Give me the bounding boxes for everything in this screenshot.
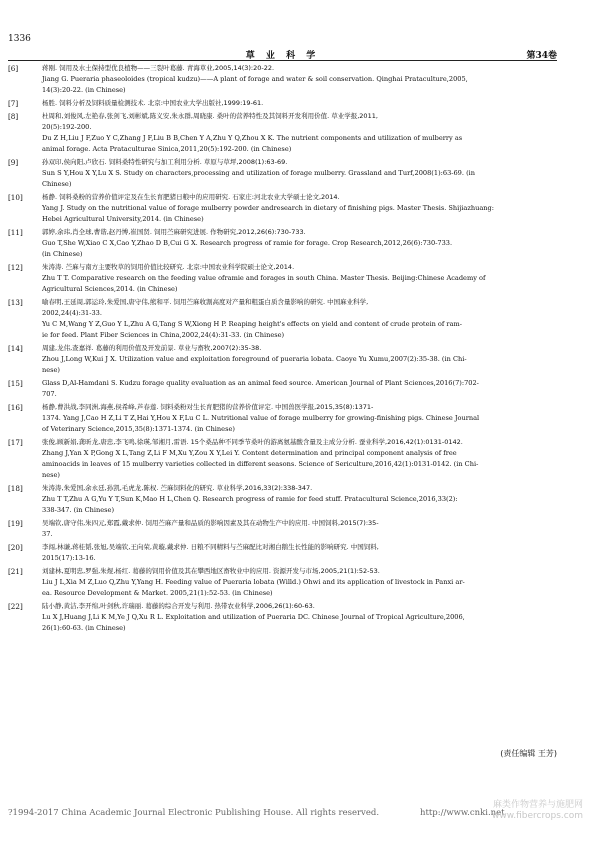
reference-line: Chinese) <box>42 180 72 188</box>
reference-item <box>8 98 558 109</box>
reference-line: Guo T,She W,Xiao C X,Cao Y,Zhao D B,Cui G X. Research progress of ramie for forage. Crop Research,2012,26(6):730-733. <box>42 239 453 247</box>
reference-item <box>8 402 558 435</box>
reference-line: 1374. Yang J,Cao H Z,Li T Z,Hai Y,Hou X F,Lu C L. Nutritional value of forage mulberry for growing-finishing pigs. Chinese Journal <box>42 414 480 422</box>
reference-number: [15] <box>8 379 23 388</box>
footer-site: http://www.cnki.net <box>420 808 505 818</box>
reference-number: [14] <box>8 344 23 353</box>
reference-line: 李闯,林谦,蒋桂韬,张旭,吴端钦,王向荣,黄璇,戴求仲. 日粮不同精料与苎麻配比对湘白鹅生长性能的影响研究. 中国饲料, <box>42 543 379 551</box>
reference-number: [12] <box>8 263 23 272</box>
reference-line: 吴端钦,唐守伟,朱四元,郑霞,戴求仲. 饲用苎麻产量和品质的影响因素及其在动物生产中的应用. 中国饲料,2015(7):35- <box>42 519 379 527</box>
reference-line: aminoacids in leaves of 15 mulberry varieties collected in different seasons. Science of Sericulture,2016,42(1):0131-0142. (in Chi- <box>42 460 479 468</box>
reference-item <box>8 518 558 540</box>
reference-line: 张俊,顾新娟,龚昕龙,唐忠,李飞鸣,徐瑛,邹湘月,雷语. 15个桑品种不同季节桑叶的游离氨基酸含量及主成分分析. 蚕业科学,2016,42(1):0131-0142. <box>42 438 463 446</box>
reference-number: [13] <box>8 298 23 307</box>
reference-item <box>8 343 558 376</box>
reference-line: Jiang G. Pueraria phaseoloides (tropical kudzu)——A plant of forage and water & soil conservation. Qinghai Prataculture,2005, <box>42 75 468 83</box>
reference-line: Yu C M,Wang Y Z,Guo Y L,Zhu A G,Tang S W,Xiong H P. Reaping height's effects on yield and content of crude protein of ram- <box>42 320 462 328</box>
reference-line: 刘建林,夏明忠,罗强,朱煜,杨红. 葛藤的饲用价值及其在攀西地区畜牧业中的应用. 资源开发与市场,2005,21(1):52-53. <box>42 567 380 575</box>
reference-line: Agricultural Sciences,2014. (in Chinese) <box>42 285 178 293</box>
watermark-line1: 麻类作物营养与施肥网 <box>492 800 583 810</box>
reference-line: 蒋刚. 饲用及水土保持型优良植物——三裂叶葛藤. 青海草业,2005,14(3):20-22. <box>42 64 275 72</box>
reference-item <box>8 601 558 634</box>
reference-line: 周建,龙伟,查嘉祥. 葛藤的利用价值及开发前景. 草业与畜牧,2007(2):35-38. <box>42 344 262 352</box>
reference-line: ie for feed. Plant Fiber Sciences in China,2002,24(4):31-33. (in Chinese) <box>42 331 285 339</box>
reference-line: Liu J L,Xia M Z,Luo Q,Zhu Y,Yang H. Feeding value of Pueraria lobata (Willd.) Ohwi and its application of livestock in Panxi ar- <box>42 578 465 586</box>
reference-line: 2015(17):13-16. <box>42 554 96 562</box>
reference-line: Du Z H,Liu J F,Zuo Y C,Zhang J F,Liu B B,Chen Y A,Zhu Y Q,Zhou X K. The nutrient components and utilization of mulberry as <box>42 134 463 142</box>
reference-line: 朱涛涛,朱爱国,余永廷,孙凯,毛虎龙,陈权. 苎麻饲料化的研究. 草业科学,2016,33(2):338-347. <box>42 484 313 492</box>
reference-item <box>8 542 558 564</box>
page-number: 1336 <box>8 34 31 44</box>
reference-line: Zhu T T,Zhu A G,Yu Y T,Sun K,Mao H L,Chen Q. Research progress of ramie for feed stuff. Pratacultural Science,2016,33(2): <box>42 495 458 503</box>
reference-item <box>8 262 558 295</box>
reference-line: 2002,24(4):31-33. <box>42 309 102 317</box>
reference-number: [20] <box>8 543 23 552</box>
reference-line: 陆小静,黄洁,李开绵,叶剑秋,许瑞丽. 葛藤的综合开发与利用. 热带农业科学,2006,26(1):60-63. <box>42 602 315 610</box>
reference-item <box>8 192 558 225</box>
footer-copyright: ?1994-2017 China Academic Journal Electronic Publishing House. All rights reserved. <box>8 808 380 818</box>
reference-item <box>8 63 558 96</box>
reference-number: [19] <box>8 519 23 528</box>
reference-line: Lu X J,Huang J,Li K M,Ye J Q,Xu R L. Exploitation and utilization of Pueraria DC. Chinese Journal of Tropical Agriculture,2006, <box>42 613 465 621</box>
reference-line: nese) <box>42 366 61 374</box>
reference-number: [6] <box>8 64 19 73</box>
reference-line: 郭婷,余玮,肖全球,曹谐,赵丹博,崔国贤. 饲用苎麻研究进展. 作物研究,2012,26(6):730-733. <box>42 228 306 236</box>
reference-item <box>8 437 558 481</box>
reference-line: 20(5):192-200. <box>42 123 92 131</box>
reference-number: [17] <box>8 438 23 447</box>
reference-line: (in Chinese) <box>42 250 83 258</box>
reference-number: [16] <box>8 403 23 412</box>
reference-line: 孙双印,侯向阳,卢欣石. 饲料桑特性研究与加工利用分析. 草原与草坪,2008(1):63-69. <box>42 158 288 166</box>
reference-list <box>8 63 558 636</box>
reference-number: [18] <box>8 484 23 493</box>
reference-item <box>8 483 558 516</box>
volume-label: 第34卷 <box>526 51 557 61</box>
reference-item <box>8 297 558 341</box>
watermark-line2: www.fibercrops.com <box>492 811 583 821</box>
reference-line: 杨胜. 饲料分析及饲料质量检测技术. 北京:中国农业大学出版社,1999:19-61. <box>42 99 264 107</box>
reference-line: ea. Resource Development & Market. 2005,21(1):52-53. (in Chinese) <box>42 589 273 597</box>
reference-item <box>8 111 558 155</box>
reference-number: [9] <box>8 158 19 167</box>
reference-line: Sun S Y,Hou X Y,Lu X S. Study on characters,processing and utilization of forage mulberry. Grassland and Turf,2008(1):63-69. (in <box>42 169 476 177</box>
reference-line: nese) <box>42 471 61 479</box>
reference-line: 朱涛涛. 苎麻与南方主要牧草的饲用价值比较研究. 北京:中国农业科学院硕士论文,2014. <box>42 263 295 271</box>
reference-line: 338-347. (in Chinese) <box>42 506 115 514</box>
reference-item <box>8 227 558 260</box>
reference-line: Yang J. Study on the nutritional value of forage mulberry powder andresearch in dietary of finishing pigs. Master Thesis. Shijiazhuang: <box>42 204 494 212</box>
reference-line: of Veterinary Science,2015,35(8):1371-1374. (in Chinese) <box>42 425 235 433</box>
reference-number: [10] <box>8 193 23 202</box>
reference-line: Hebei Agricultural University,2014. (in Chinese) <box>42 215 204 223</box>
page-header <box>8 48 557 61</box>
reference-line: 杜周和,刘俊风,左艳春,张剑飞,刘彬斌,陈义安,朱永群,周晓康. 桑叶的营养特性及其饲料开发利用价值. 草业学报,2011, <box>42 112 378 120</box>
editor-note: (责任编辑 王芳) <box>500 749 557 758</box>
reference-line: 杨静,曹洪战,李同洲,海燕,侯希峰,芦春莲. 饲料桑粉对生长育肥猪的营养价值评定. 中国兽医学报,2015,35(8):1371- <box>42 403 374 411</box>
watermark <box>492 800 583 822</box>
journal-title: 草 业 科 学 <box>245 51 320 61</box>
reference-line: 14(3):20-22. (in Chinese) <box>42 86 126 94</box>
reference-number: [7] <box>8 99 19 108</box>
reference-item <box>8 157 558 190</box>
reference-number: [22] <box>8 602 23 611</box>
reference-line: 37. <box>42 530 53 538</box>
reference-line: Zhou J,Long W,Kui J X. Utilization value and exploitation foreground of pueraria lobata. Caoye Yu Xumu,2007(2):35-38. (in Chi- <box>42 355 467 363</box>
reference-line: 杨静. 饲料桑粉的营养价值评定及在生长育肥猪日粮中的应用研究. 石家庄:河北农业大学硕士论文,2014. <box>42 193 340 201</box>
reference-line: animal forage. Acta Prataculturae Sinica,2011,20(5):192-200. (in Chinese) <box>42 145 292 153</box>
reference-line: 26(1):60-63. (in Chinese) <box>42 624 126 632</box>
reference-number: [11] <box>8 228 23 237</box>
reference-number: [8] <box>8 112 19 121</box>
reference-number: [21] <box>8 567 23 576</box>
reference-line: Zhu T T. Comparative research on the feeding value oframie and forages in south China. Master Thesis. Beijing:Chinese Academy of <box>42 274 486 282</box>
reference-item <box>8 378 558 400</box>
reference-line: 喻春明,王延周,郭运玲,朱爱国,唐守伟,熊和平. 饲用苎麻收割高度对产量和粗蛋白质含量影响的研究. 中国麻业科学, <box>42 298 369 306</box>
reference-line: Glass D,Al-Hamdani S. Kudzu forage quality evaluation as an animal feed source. American Journal of Plant Sciences,2016(7):702- <box>42 379 479 387</box>
reference-line: 707. <box>42 390 57 398</box>
reference-line: Zhang J,Yan X P,Gong X L,Tang Z,Li F M,Xu Y,Zou X Y,Lei Y. Content determination and principal component analysis of free <box>42 449 457 457</box>
reference-item <box>8 566 558 599</box>
